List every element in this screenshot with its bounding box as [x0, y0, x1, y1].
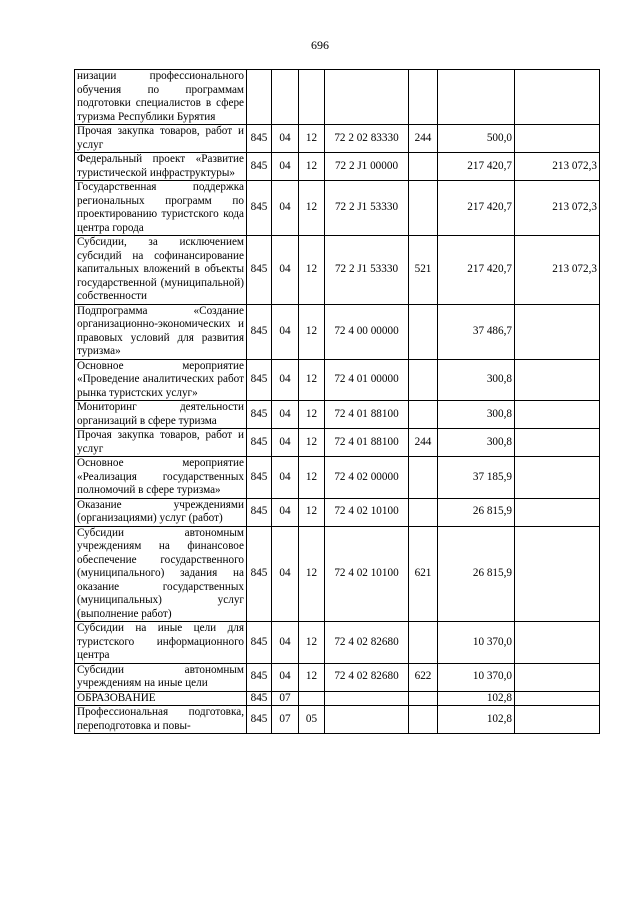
- row-expense-type: [409, 706, 438, 734]
- table-row: [75, 429, 600, 457]
- row-expense-type: 622: [409, 663, 438, 691]
- table-row: [75, 622, 600, 664]
- row-expense-type: [409, 691, 438, 706]
- row-target-article: [325, 691, 409, 706]
- table-row: [75, 706, 600, 734]
- row-name: Оказание учреждениями (организациями) услуг (работ): [75, 498, 247, 526]
- row-name: Субсидии на иные цели для туристского информационного центра: [75, 622, 247, 664]
- row-subsection-code: 05: [299, 706, 325, 734]
- row-expense-type: [409, 304, 438, 359]
- table-row: [75, 359, 600, 401]
- row-target-article: [325, 70, 409, 125]
- row-ved-code: 845: [247, 181, 272, 236]
- row-section-code: 04: [272, 457, 299, 499]
- table-row: [75, 304, 600, 359]
- row-section-code: 04: [272, 304, 299, 359]
- row-amount-1: 300,8: [438, 359, 515, 401]
- row-expense-type: [409, 70, 438, 125]
- row-section-code: 04: [272, 663, 299, 691]
- row-expense-type: [409, 359, 438, 401]
- row-amount-1: 37 185,9: [438, 457, 515, 499]
- row-expense-type: [409, 181, 438, 236]
- row-target-article: 72 4 01 88100: [325, 429, 409, 457]
- table-row: [75, 153, 600, 181]
- row-amount-1: 37 486,7: [438, 304, 515, 359]
- row-amount-2: 213 072,3: [515, 153, 600, 181]
- row-expense-type: 521: [409, 236, 438, 305]
- row-section-code: [272, 70, 299, 125]
- row-ved-code: 845: [247, 457, 272, 499]
- row-name: Мониторинг деятельности организаций в сфере туризма: [75, 401, 247, 429]
- row-amount-1: 26 815,9: [438, 526, 515, 622]
- row-name: Субсидии, за исключением субсидий на софинансирование капитальных вложений в объекты государственной (муниципальной) собственности: [75, 236, 247, 305]
- table-row: [75, 70, 600, 125]
- row-target-article: 72 4 02 82680: [325, 663, 409, 691]
- row-target-article: 72 4 02 10100: [325, 498, 409, 526]
- row-expense-type: 244: [409, 429, 438, 457]
- table-row: [75, 236, 600, 305]
- row-amount-1: 217 420,7: [438, 181, 515, 236]
- row-amount-2: 213 072,3: [515, 181, 600, 236]
- row-section-code: 04: [272, 429, 299, 457]
- row-expense-type: 244: [409, 125, 438, 153]
- row-section-code: 04: [272, 359, 299, 401]
- row-name: Государственная поддержка региональных программ по проектированию туристского кода центра города: [75, 181, 247, 236]
- row-ved-code: 845: [247, 359, 272, 401]
- row-amount-1: 300,8: [438, 401, 515, 429]
- row-ved-code: 845: [247, 153, 272, 181]
- table-row: [75, 691, 600, 706]
- row-amount-1: [438, 70, 515, 125]
- row-target-article: 72 4 02 10100: [325, 526, 409, 622]
- row-subsection-code: 12: [299, 181, 325, 236]
- budget-table-body: [75, 70, 600, 734]
- row-ved-code: 845: [247, 691, 272, 706]
- row-subsection-code: 12: [299, 429, 325, 457]
- row-subsection-code: 12: [299, 622, 325, 664]
- row-section-code: 04: [272, 526, 299, 622]
- row-amount-2: [515, 359, 600, 401]
- row-amount-2: [515, 526, 600, 622]
- row-target-article: 72 4 01 00000: [325, 359, 409, 401]
- row-ved-code: 845: [247, 526, 272, 622]
- row-name: Субсидии автономным учреждениям на финансовое обеспечение государственного (муниципального) задания на оказание государственных (муниципальных) услуг (выполнение работ): [75, 526, 247, 622]
- row-amount-1: 217 420,7: [438, 236, 515, 305]
- row-section-code: 07: [272, 691, 299, 706]
- table-row: [75, 663, 600, 691]
- row-section-code: 04: [272, 401, 299, 429]
- row-section-code: 04: [272, 622, 299, 664]
- row-section-code: 07: [272, 706, 299, 734]
- row-name: Прочая закупка товаров, работ и услуг: [75, 429, 247, 457]
- row-subsection-code: 12: [299, 236, 325, 305]
- row-amount-2: [515, 706, 600, 734]
- row-subsection-code: 12: [299, 457, 325, 499]
- row-target-article: 72 4 00 00000: [325, 304, 409, 359]
- row-amount-2: [515, 663, 600, 691]
- row-subsection-code: 12: [299, 526, 325, 622]
- row-amount-2: [515, 457, 600, 499]
- row-amount-2: [515, 304, 600, 359]
- row-amount-1: 102,8: [438, 706, 515, 734]
- row-subsection-code: 12: [299, 498, 325, 526]
- row-name: Федеральный проект «Развитие туристической инфраструктуры»: [75, 153, 247, 181]
- table-row: [75, 401, 600, 429]
- row-ved-code: 845: [247, 304, 272, 359]
- row-amount-1: 10 370,0: [438, 622, 515, 664]
- row-name: Профессиональная подготовка, переподготовка и повы-: [75, 706, 247, 734]
- row-ved-code: 845: [247, 236, 272, 305]
- row-amount-1: 217 420,7: [438, 153, 515, 181]
- row-amount-2: [515, 498, 600, 526]
- row-ved-code: 845: [247, 622, 272, 664]
- table-row: [75, 457, 600, 499]
- row-name: низации профессионального обучения по программам подготовки специалистов в сфере туризма Республики Бурятия: [75, 70, 247, 125]
- row-amount-1: 10 370,0: [438, 663, 515, 691]
- row-section-code: 04: [272, 125, 299, 153]
- row-name: Подпрограмма «Создание организационно-экономических и правовых условий для развития туризма»: [75, 304, 247, 359]
- row-name: ОБРАЗОВАНИЕ: [75, 691, 247, 706]
- row-amount-2: [515, 125, 600, 153]
- row-target-article: 72 2 J1 53330: [325, 181, 409, 236]
- row-name: Основное мероприятие «Реализация государственных полномочий в сфере туризма»: [75, 457, 247, 499]
- row-amount-2: [515, 70, 600, 125]
- row-subsection-code: 12: [299, 663, 325, 691]
- row-ved-code: 845: [247, 125, 272, 153]
- row-target-article: 72 4 02 00000: [325, 457, 409, 499]
- row-section-code: 04: [272, 498, 299, 526]
- row-ved-code: 845: [247, 498, 272, 526]
- row-expense-type: 621: [409, 526, 438, 622]
- row-subsection-code: [299, 70, 325, 125]
- row-name: Прочая закупка товаров, работ и услуг: [75, 125, 247, 153]
- row-amount-2: [515, 401, 600, 429]
- row-ved-code: 845: [247, 429, 272, 457]
- row-amount-2: [515, 429, 600, 457]
- row-amount-1: 26 815,9: [438, 498, 515, 526]
- row-expense-type: [409, 401, 438, 429]
- row-section-code: 04: [272, 181, 299, 236]
- row-ved-code: [247, 70, 272, 125]
- row-subsection-code: 12: [299, 125, 325, 153]
- row-amount-1: 500,0: [438, 125, 515, 153]
- row-section-code: 04: [272, 153, 299, 181]
- row-expense-type: [409, 153, 438, 181]
- row-ved-code: 845: [247, 401, 272, 429]
- row-target-article: [325, 706, 409, 734]
- row-target-article: 72 2 02 83330: [325, 125, 409, 153]
- table-row: [75, 526, 600, 622]
- row-amount-2: 213 072,3: [515, 236, 600, 305]
- row-amount-1: 300,8: [438, 429, 515, 457]
- table-row: [75, 498, 600, 526]
- row-target-article: 72 2 J1 53330: [325, 236, 409, 305]
- row-target-article: 72 4 01 88100: [325, 401, 409, 429]
- row-expense-type: [409, 498, 438, 526]
- row-subsection-code: 12: [299, 153, 325, 181]
- row-ved-code: 845: [247, 706, 272, 734]
- row-amount-2: [515, 691, 600, 706]
- table-row: [75, 181, 600, 236]
- row-section-code: 04: [272, 236, 299, 305]
- row-target-article: 72 4 02 82680: [325, 622, 409, 664]
- row-subsection-code: [299, 691, 325, 706]
- budget-table: [74, 69, 600, 734]
- row-subsection-code: 12: [299, 359, 325, 401]
- row-name: Основное мероприятие «Проведение аналитических работ рынка туристских услуг»: [75, 359, 247, 401]
- page-number: 696: [311, 38, 329, 52]
- row-expense-type: [409, 622, 438, 664]
- row-target-article: 72 2 J1 00000: [325, 153, 409, 181]
- row-ved-code: 845: [247, 663, 272, 691]
- row-name: Субсидии автономным учреждениям на иные цели: [75, 663, 247, 691]
- row-subsection-code: 12: [299, 304, 325, 359]
- row-amount-2: [515, 622, 600, 664]
- table-row: [75, 125, 600, 153]
- row-expense-type: [409, 457, 438, 499]
- row-amount-1: 102,8: [438, 691, 515, 706]
- row-subsection-code: 12: [299, 401, 325, 429]
